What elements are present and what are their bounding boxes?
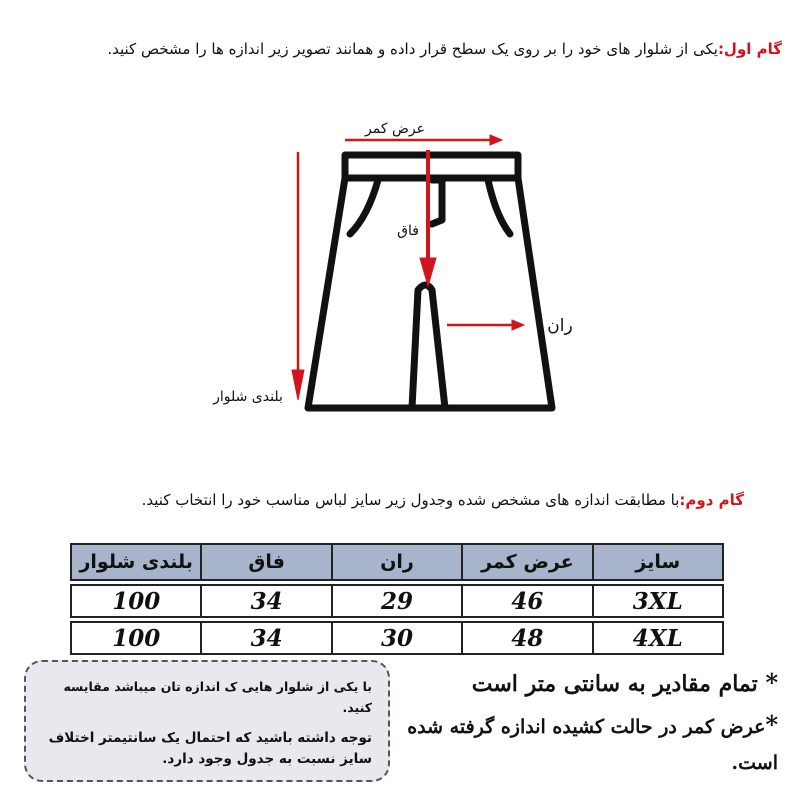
length-label: بلندی شلوار — [213, 389, 283, 405]
waist-label: عرض کمر — [365, 121, 425, 137]
cell-length: 100 — [71, 585, 201, 617]
step-two-label: گام دوم: — [679, 491, 744, 509]
cell-waist: 46 — [462, 585, 592, 617]
cell-thigh: 29 — [332, 585, 462, 617]
header-rise: فاق — [201, 544, 331, 580]
remark-units — [383, 668, 778, 697]
table-row — [71, 585, 723, 617]
remark-units-text: تمام مقادیر به سانتی متر است — [471, 671, 758, 697]
remarks — [383, 668, 778, 781]
shorts-right-pocket — [488, 180, 510, 234]
step-one-instruction — [107, 40, 782, 58]
table-header-row — [71, 544, 723, 580]
size-chart-table — [70, 543, 724, 655]
shorts-measurement-diagram — [180, 108, 600, 438]
shorts-left-pocket — [350, 180, 378, 234]
header-thigh: ران — [332, 544, 462, 580]
bullet-star: * — [765, 710, 778, 739]
step-two-instruction — [142, 491, 744, 509]
step-one-label: گام اول: — [717, 40, 782, 58]
rise-arrow — [420, 150, 436, 286]
cell-length: 100 — [71, 622, 201, 654]
comparison-note-box — [24, 660, 390, 782]
header-size: سایز — [593, 544, 723, 580]
rise-label: فاق — [397, 223, 419, 239]
cell-rise: 34 — [201, 585, 331, 617]
step-two-text: با مطابقت اندازه های مشخص شده وجدول زیر سایز لباس مناسب خود را انتخاب کنید. — [141, 491, 680, 509]
note-line-compare: با یکی از شلوار هایی ک اندازه تان میباشد مقایسه کنید. — [63, 679, 372, 715]
cell-rise: 34 — [201, 622, 331, 654]
step-one-text: یکی از شلوار های خود را بر روی یک سطح قرار داده و همانند تصویر زیر اندازه ها را مشخص کنید. — [107, 40, 718, 58]
note-line-tolerance: توجه داشته باشید که احتمال یک سانتیمتر اختلاف سایز نسبت به جدول وجود دارد. — [48, 730, 372, 767]
shorts-waistband — [345, 155, 518, 178]
bullet-star: * — [765, 668, 778, 697]
table-row — [71, 622, 723, 654]
cell-waist: 48 — [462, 622, 592, 654]
cell-thigh: 30 — [332, 622, 462, 654]
cell-size: 4XL — [593, 622, 723, 654]
length-arrow — [292, 152, 304, 400]
thigh-label: ران — [547, 316, 573, 336]
thigh-arrow — [447, 320, 524, 330]
remark-waist-text: عرض کمر در حالت کشیده اندازه گرفته شده است. — [407, 716, 778, 774]
shorts-fly — [432, 180, 442, 224]
cell-size: 3XL — [593, 585, 723, 617]
header-waist: عرض کمر — [462, 544, 592, 580]
remark-waist-stretched — [383, 707, 778, 781]
header-length: بلندی شلوار — [71, 544, 201, 580]
